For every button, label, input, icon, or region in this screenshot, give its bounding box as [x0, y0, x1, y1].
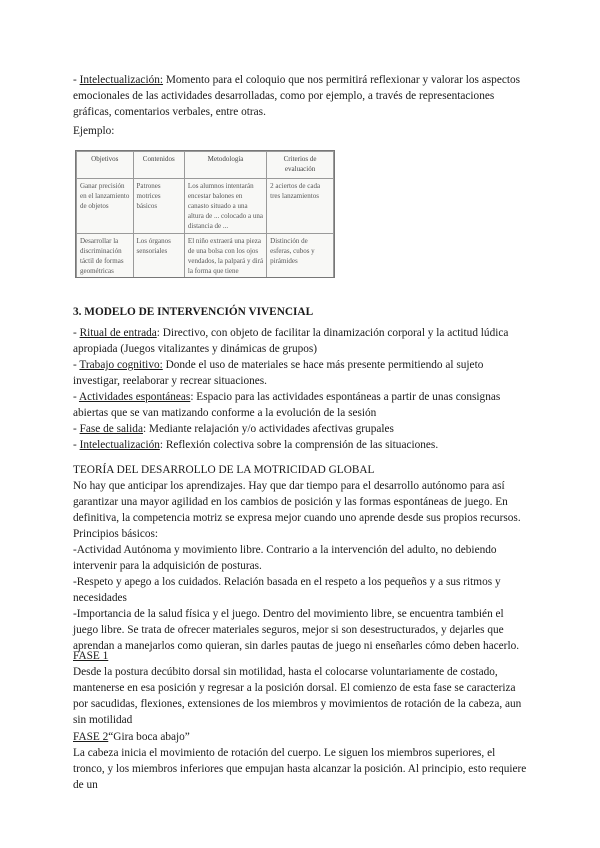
- table-cell: Ganar precisión en el lanzamiento de objetos: [77, 179, 134, 234]
- list-term: Fase de salida: [79, 423, 143, 435]
- table-row: [77, 234, 334, 279]
- table-cell: Patrones motrices básicos: [133, 179, 184, 234]
- principles-heading: Principios básicos:: [73, 528, 159, 540]
- list-term: Ritual de entrada: [79, 327, 157, 339]
- list-bullet: -: [73, 391, 79, 403]
- table-cell: Desarrollar la discriminación táctil de formas geométricas: [77, 234, 134, 279]
- table-header-cell: Contenidos: [133, 152, 184, 179]
- intro-text: Momento para el coloquio que nos permitirá reflexionar y valorar los aspectos emocionales de las actividades desarrolladas, como por ejemplo, a través de representaciones gráficas, comentarios verbales, entre otras.: [73, 74, 521, 118]
- list-bullet: -: [73, 439, 80, 451]
- list-text: : Espacio para las actividades espontáneas a partir de unas consignas abiertas que se van matizando conforme a la evolución de la sesión: [73, 391, 501, 419]
- table-cell: Distinción de esferas, cubos y pirámides: [267, 234, 334, 279]
- table-header-row: [77, 152, 334, 179]
- table-cell: Los órganos sensoriales: [133, 234, 184, 279]
- phase2-paragraph: La cabeza inicia el movimiento de rotación del cuerpo. Le siguen los miembros superiores, el tronco, y los miembros inferiores que empujan hasta alcanzar la posición. Al principio, esto requiere de un: [73, 747, 527, 791]
- list-term: Trabajo cognitivo:: [79, 359, 163, 371]
- phase2-subtitle: “Gira boca abajo”: [108, 731, 190, 743]
- table-header-cell: Criterios de evaluación: [267, 152, 334, 179]
- table-cell: 2 aciertos de cada tres lanzamientos: [267, 179, 334, 234]
- list-bullet: -: [73, 359, 80, 371]
- list-item: -Actividad Autónoma y movimiento libre. Contrario a la intervención del adulto, no debiendo intervenir para la adquisición de posturas.: [73, 544, 497, 572]
- theory-heading: TEORÍA DEL DESARROLLO DE LA MOTRICIDAD GLOBAL: [73, 464, 375, 476]
- list-text: : Mediante relajación y/o actividades afectivas grupales: [142, 423, 394, 435]
- list-item: [73, 325, 528, 357]
- section-heading: 3. MODELO DE INTERVENCIÓN VIVENCIAL: [73, 306, 314, 318]
- list-text: : Reflexión colectiva sobre la comprensión de las situaciones.: [159, 439, 439, 451]
- phase2-heading-line: [73, 729, 528, 745]
- list-item: -Importancia de la salud física y el juego. Dentro del movimiento libre, se encuentra también el juego libre. Se trata de ofrecer materiales seguros, mejor si son desestructurados, y dejarles que aprendan a manejarlos como quieran, sin darles pautas de juego ni enseñarles cómo deben hacerlo.: [73, 608, 520, 652]
- table-row: [77, 179, 334, 234]
- table-header-cell: Objetivos: [77, 152, 134, 179]
- intro-term: Intelectualización:: [79, 74, 164, 86]
- theory-paragraph: No hay que anticipar los aprendizajes. Hay que dar tiempo para el desarrollo autónomo para así garantizar una mayor agilidad en los cambios de posición y las formas espontáneas de juego. En definitiva, la competencia motriz se expresa mejor cuando uno aprende desde sus propios recursos.: [73, 480, 521, 524]
- phase2-heading: FASE 2: [73, 731, 109, 743]
- table-header-cell: Metodología: [184, 152, 266, 179]
- phase1-paragraph: Desde la postura decúbito dorsal sin motilidad, hasta el colocarse voluntariamente de costado, mantenerse en esa posición y regresar a la posición dorsal. El comienzo de esta fase se caracteriza por sacudidas, flexiones, extensiones de los miembros y movimientos de rotación de la cabeza, aun sin motilidad: [73, 666, 522, 726]
- list-text: : Directivo, con objeto de facilitar la dinamización corporal y la actitud lúdica apropiada (Juegos vitalizantes y dinámicas de grupos): [73, 327, 509, 355]
- list-item: [73, 389, 528, 421]
- table-cell: Los alumnos intentarán encestar balones en canasto situado a una altura de ... colocado a una distancia de ...: [184, 179, 266, 234]
- example-label: Ejemplo:: [73, 125, 115, 137]
- example-table: [76, 151, 334, 278]
- list-item: [73, 437, 528, 453]
- intro-bullet: -: [73, 74, 80, 86]
- list-text: Donde el uso de materiales se hace más presente permitiendo al sujeto investigar, reelaborar y recrear situaciones.: [73, 359, 484, 387]
- list-term: Intelectualización: [79, 439, 160, 451]
- list-item: [73, 421, 528, 437]
- intro-paragraph: [73, 72, 528, 120]
- list-item: [73, 357, 528, 389]
- list-item: -Respeto y apego a los cuidados. Relación basada en el respeto a los pequeños y a sus ritmos y necesidades: [73, 576, 501, 604]
- phase1-heading: FASE 1: [73, 650, 109, 662]
- list-bullet: -: [73, 327, 80, 339]
- table-cell: El niño extraerá una pieza de una bolsa con los ojos vendados, la palpará y dirá la forma que tiene: [184, 234, 266, 279]
- list-term: Actividades espontáneas: [78, 391, 191, 403]
- example-table-image: [75, 150, 335, 278]
- list-bullet: -: [73, 423, 80, 435]
